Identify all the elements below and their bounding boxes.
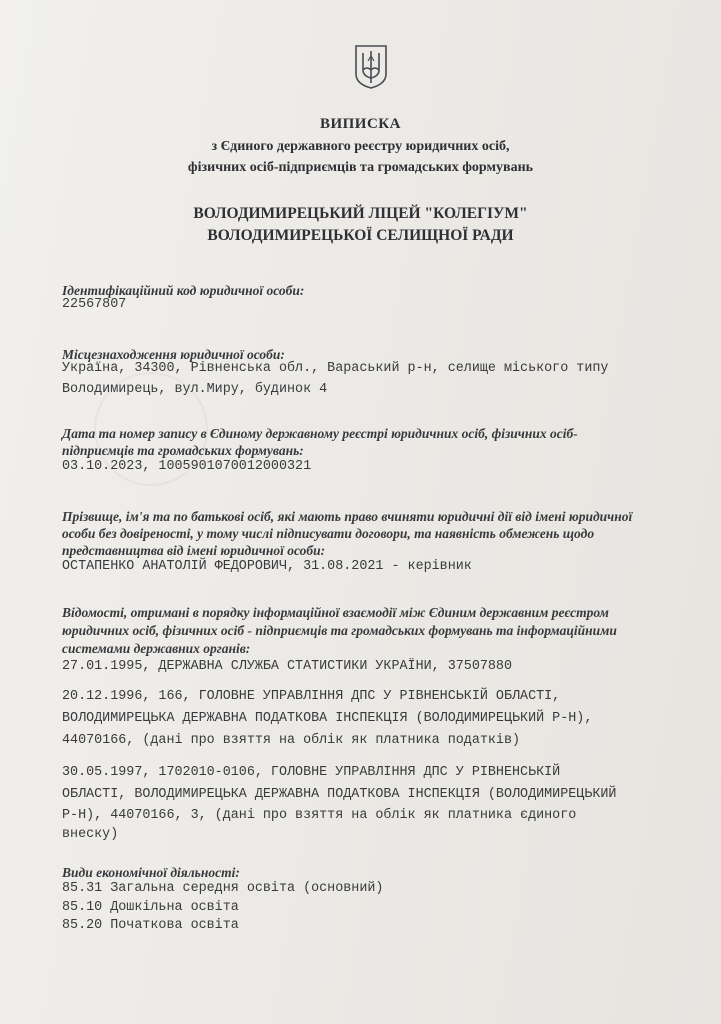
registration-label-line1: Дата та номер запису в Єдиному державному реєстрі юридичних осіб, фізичних осіб- — [62, 426, 578, 441]
id-code-value: 22567807 — [62, 297, 127, 312]
representatives-value: ОСТАПЕНКО АНАТОЛІЙ ФЕДОРОВИЧ, 31.08.2021 - керівник — [62, 559, 472, 574]
interaction-entry-2-line3: 44070166, (дані про взяття на облік як платника податків) — [62, 733, 521, 748]
interaction-entry-3-line3: Р-Н), 44070166, 3, (дані про взяття на облік як платника єдиного — [62, 808, 577, 823]
activity-item-1: 85.31 Загальна середня освіта (основний) — [62, 881, 384, 896]
interaction-entry-2-line2: ВОЛОДИМИРЕЦЬКА ДЕРЖАВНА ПОДАТКОВА ІНСПЕКЦІЯ (ВОЛОДИМИРЕЦЬКИЙ Р-Н), — [62, 711, 593, 726]
location-value-line1: Україна, 34300, Рівненська обл., Вараський р-н, селище міського типу — [62, 361, 609, 376]
location-value-line2: Володимирець, вул.Миру, будинок 4 — [62, 382, 328, 397]
representatives-label-line3: представництва від імені юридичної особи: — [62, 543, 326, 558]
interaction-entry-3-line4: внеску) — [62, 827, 119, 842]
representatives-label-line2: особи без довіреності, у тому числі підписувати договори, та наявність обмежень щодо — [62, 526, 595, 541]
document-subtitle-line1: з Єдиного державного реєстру юридичних осіб, — [211, 139, 510, 154]
location-label: Місцезнаходження юридичної особи: — [62, 347, 285, 362]
organization-name-line2: ВОЛОДИМИРЕЦЬКОЇ СЕЛИЩНОЇ РАДИ — [207, 227, 514, 244]
interaction-entry-3-line1: 30.05.1997, 1702010-0106, ГОЛОВНЕ УПРАВЛІННЯ ДПС У РІВНЕНСЬКІЙ — [62, 765, 561, 780]
organization-name-line1: ВОЛОДИМИРЕЦЬКИЙ ЛІЦЕЙ "КОЛЕГІУМ" — [193, 205, 528, 222]
registration-label-line2: підприємців та громадських формувань: — [62, 443, 304, 458]
document-title: ВИПИСКА — [319, 116, 402, 132]
interaction-entry-2-line1: 20.12.1996, 166, ГОЛОВНЕ УПРАВЛІННЯ ДПС У РІВНЕНСЬКІЙ ОБЛАСТІ, — [62, 689, 561, 704]
interaction-label-line2: юридичних осіб, фізичних осіб - підприємців та громадських формувань та інформаційними — [62, 623, 617, 638]
trident-emblem-icon — [354, 44, 388, 90]
activities-label: Види економічної діяльності: — [62, 865, 240, 880]
id-code-label: Ідентифікаційний код юридичної особи: — [62, 283, 305, 298]
interaction-label-line3: системами державних органів: — [62, 641, 251, 656]
representatives-label-line1: Прізвище, ім'я та по батькові осіб, які мають право вчиняти юридичні дії від імені юридичної — [62, 509, 633, 524]
interaction-entry-1-line1: 27.01.1995, ДЕРЖАВНА СЛУЖБА СТАТИСТИКИ УКРАЇНИ, 37507880 — [62, 659, 512, 674]
registration-value: 03.10.2023, 1005901070012000321 — [62, 459, 312, 474]
interaction-label-line1: Відомості, отримані в порядку інформаційної взаємодії між Єдиним державним реєстром — [62, 605, 609, 620]
interaction-entry-3-line2: ОБЛАСТІ, ВОЛОДИМИРЕЦЬКА ДЕРЖАВНА ПОДАТКОВА ІНСПЕКЦІЯ (ВОЛОДИМИРЕЦЬКИЙ — [62, 787, 617, 802]
activity-item-2: 85.10 Дошкільна освіта — [62, 900, 239, 915]
activity-item-3: 85.20 Початкова освіта — [62, 918, 239, 933]
document-subtitle-line2: фізичних осіб-підприємців та громадських формувань — [187, 160, 534, 175]
